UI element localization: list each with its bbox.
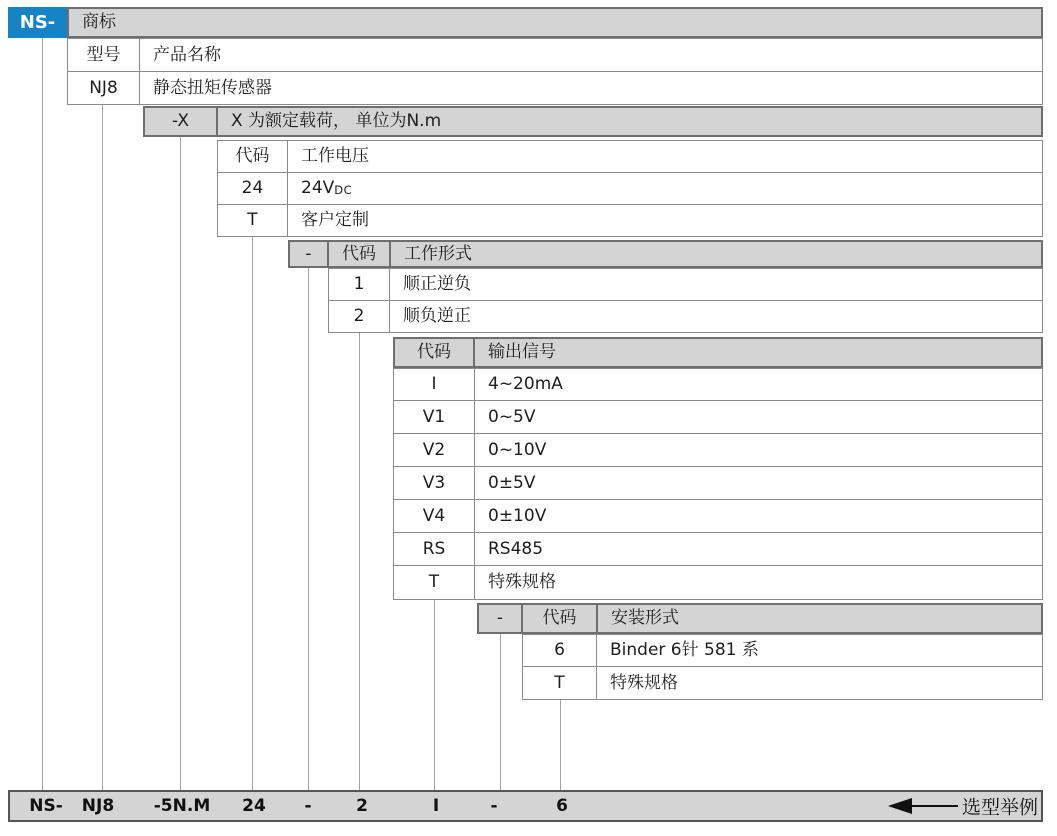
mounting-row-code: T [522, 666, 597, 700]
mounting-header-desc-cell: 安装形式 [596, 603, 1043, 634]
example-label: 选型举例 [962, 796, 1039, 819]
capacity-desc-cell: X 为额定载荷， 单位为N.m [216, 106, 1043, 137]
brand-label-cell: 商标 [67, 7, 1043, 38]
example-item-brand: NS- [29, 796, 63, 816]
example-item-capacity: -5N.M [153, 796, 211, 816]
example-item-mounting: 6 [556, 796, 568, 816]
example-item-output: I [432, 796, 440, 816]
brand-prefix-cell: NS- [8, 7, 67, 38]
example-item-dash2: - [490, 796, 498, 816]
arrow-line [910, 805, 958, 807]
output-row-desc: 0±5V [474, 466, 1043, 500]
voltage-row-desc: 客户定制 [287, 204, 1043, 237]
example-code-bar [8, 790, 1043, 822]
model-code-cell: NJ8 [67, 71, 140, 105]
voltage-value: 24V [301, 178, 335, 198]
mounting-row-desc: Binder 6针 581 系 [596, 634, 1043, 667]
connector-line-model [102, 105, 103, 790]
output-row-code: V1 [393, 400, 475, 434]
example-item-mode: 2 [356, 796, 368, 816]
example-item-voltage: 24 [242, 796, 266, 816]
voltage-header-code-cell: 代码 [217, 140, 288, 173]
mounting-row-desc: 特殊规格 [596, 666, 1043, 700]
connector-line-capacity [180, 137, 181, 790]
mode-dash-cell: - [288, 240, 329, 268]
capacity-code-cell: -X [143, 106, 218, 137]
output-row-code: V3 [393, 466, 475, 500]
connector-line-mounting-dash [500, 634, 501, 790]
example-item-dash1: - [304, 796, 312, 816]
mounting-dash-cell: - [477, 603, 523, 634]
output-row-code: I [393, 368, 475, 401]
output-header-desc-cell: 输出信号 [473, 337, 1043, 368]
output-row-code: RS [393, 532, 475, 566]
voltage-row-code: 24 [217, 172, 288, 205]
mounting-row-code: 6 [522, 634, 597, 667]
voltage-header-desc-cell: 工作电压 [287, 140, 1043, 173]
mode-row-code: 2 [328, 300, 390, 333]
connector-line-mounting [560, 700, 561, 790]
left-arrow-icon [888, 798, 912, 814]
model-header-desc-cell: 产品名称 [139, 38, 1043, 72]
mode-header-desc-cell: 工作形式 [389, 240, 1043, 268]
mode-header-code-cell: 代码 [327, 240, 391, 268]
output-row-desc: 4~20mA [474, 368, 1043, 401]
mode-row-desc: 顺正逆负 [389, 268, 1043, 301]
output-header-code-cell: 代码 [393, 337, 475, 368]
voltage-row-code: T [217, 204, 288, 237]
connector-line-mode-dash [308, 268, 309, 790]
connector-line-brand [42, 38, 43, 790]
output-row-desc: 0~10V [474, 433, 1043, 467]
mode-row-desc: 顺负逆正 [389, 300, 1043, 333]
output-row-desc: 0~5V [474, 400, 1043, 434]
output-row-desc: 特殊规格 [474, 565, 1043, 600]
output-row-code: T [393, 565, 475, 600]
model-desc-cell: 静态扭矩传感器 [139, 71, 1043, 105]
connector-line-output [434, 600, 435, 790]
output-row-code: V4 [393, 499, 475, 533]
example-item-model: NJ8 [81, 796, 115, 816]
connector-line-voltage [252, 237, 253, 790]
voltage-row-desc [287, 172, 1043, 205]
mode-row-code: 1 [328, 268, 390, 301]
voltage-unit-subscript: DC [334, 182, 353, 197]
model-header-code-cell: 型号 [67, 38, 140, 72]
mounting-header-code-cell: 代码 [521, 603, 598, 634]
output-row-desc: 0±10V [474, 499, 1043, 533]
connector-line-mode [359, 333, 360, 790]
output-row-code: V2 [393, 433, 475, 467]
output-row-desc: RS485 [474, 532, 1043, 566]
